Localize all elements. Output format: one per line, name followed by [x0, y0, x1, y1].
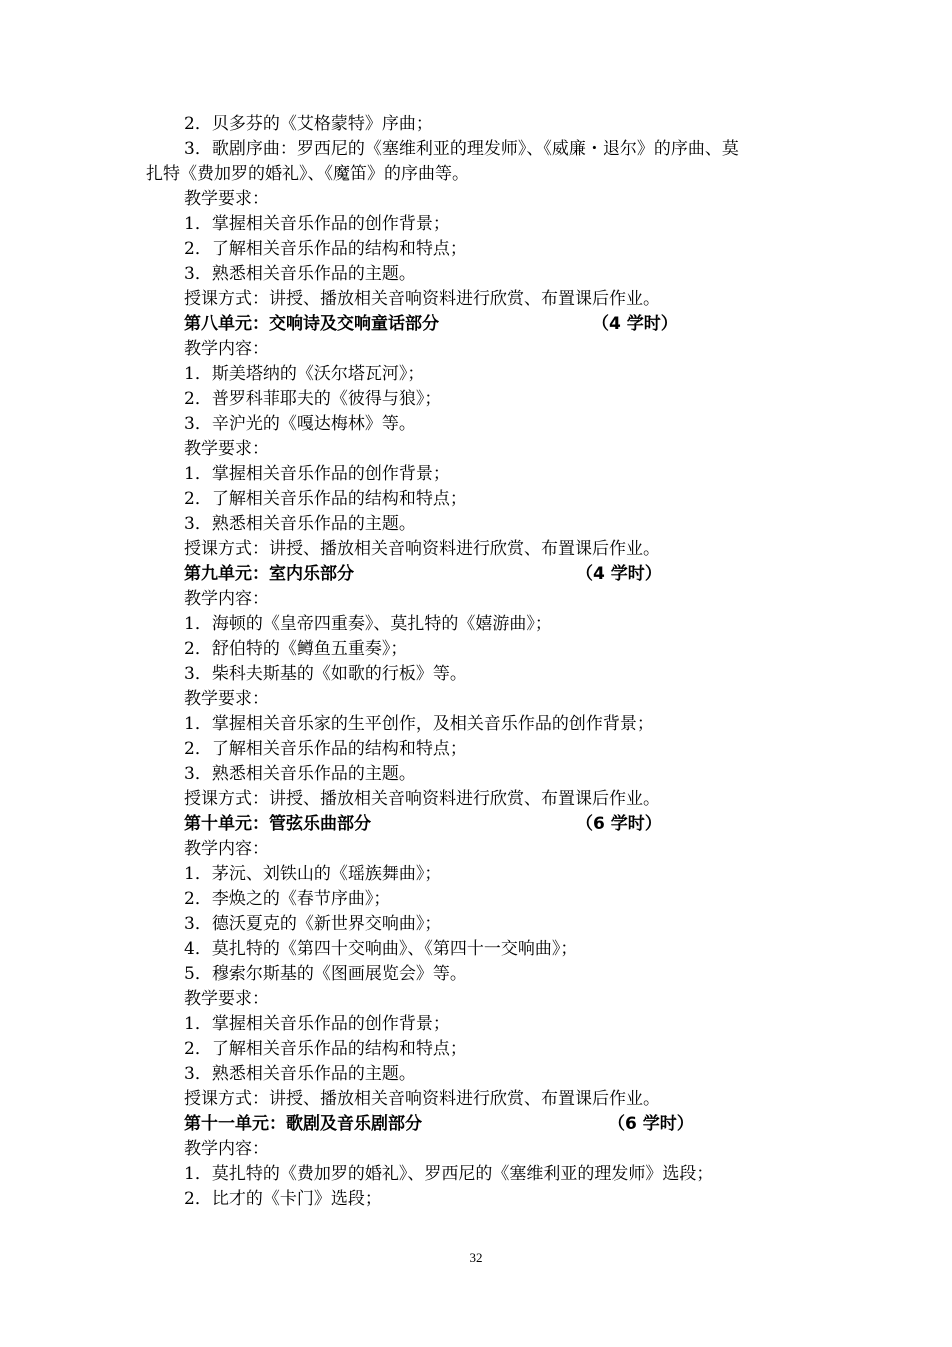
list-item: 1．海顿的《皇帝四重奏》、莫扎特的《嬉游曲》；: [184, 614, 552, 634]
teaching-method: 授课方式：讲授、播放相关音响资料进行欣赏、布置课后作业。: [184, 1089, 660, 1109]
unit-title: 第九单元：室内乐部分: [184, 564, 354, 584]
unit-hours: （4 学时）: [576, 564, 662, 584]
list-item: 4．莫扎特的《第四十交响曲》、《第四十一交响曲》；: [184, 939, 578, 959]
list-item: 3．熟悉相关音乐作品的主题。: [184, 264, 416, 284]
list-item: 3．德沃夏克的《新世界交响曲》；: [184, 914, 442, 934]
teaching-method: 授课方式：讲授、播放相关音响资料进行欣赏、布置课后作业。: [184, 289, 660, 309]
list-item: 2．了解相关音乐作品的结构和特点；: [184, 489, 467, 509]
list-item: 2．比才的《卡门》选段；: [184, 1189, 382, 1209]
section-label: 教学内容：: [184, 339, 269, 359]
unit-heading: [146, 812, 826, 837]
section-label: 教学内容：: [184, 839, 269, 859]
list-item: 3．熟悉相关音乐作品的主题。: [184, 1064, 416, 1084]
list-item: 2．李焕之的《春节序曲》；: [184, 889, 391, 909]
list-item: 2．贝多芬的《艾格蒙特》序曲；: [184, 114, 433, 134]
unit-title: 第十一单元：歌剧及音乐剧部分: [184, 1114, 422, 1134]
list-item: 1．掌握相关音乐家的生平创作，及相关音乐作品的创作背景；: [184, 714, 654, 734]
list-item: 2．普罗科菲耶夫的《彼得与狼》；: [184, 389, 442, 409]
list-item: 3．熟悉相关音乐作品的主题。: [184, 514, 416, 534]
teaching-method: 授课方式：讲授、播放相关音响资料进行欣赏、布置课后作业。: [184, 789, 660, 809]
list-item: 2．了解相关音乐作品的结构和特点；: [184, 239, 467, 259]
unit-heading: [146, 312, 826, 337]
list-item: 3．辛沪光的《嘎达梅林》等。: [184, 414, 416, 434]
list-item: 1．掌握相关音乐作品的创作背景；: [184, 214, 450, 234]
unit-hours: （6 学时）: [608, 1114, 694, 1134]
list-item: 2．了解相关音乐作品的结构和特点；: [184, 739, 467, 759]
section-label: 教学要求：: [184, 989, 269, 1009]
unit-heading: [146, 562, 826, 587]
section-label: 教学要求：: [184, 439, 269, 459]
teaching-method: 授课方式：讲授、播放相关音响资料进行欣赏、布置课后作业。: [184, 539, 660, 559]
list-item: 5．穆索尔斯基的《图画展览会》等。: [184, 964, 467, 984]
document-body: [146, 112, 826, 1212]
unit-hours: （4 学时）: [592, 314, 678, 334]
unit-hours: （6 学时）: [576, 814, 662, 834]
list-item: 1．掌握相关音乐作品的创作背景；: [184, 1014, 450, 1034]
list-item: 2．舒伯特的《鳟鱼五重奏》；: [184, 639, 408, 659]
list-item: 3．柴科夫斯基的《如歌的行板》等。: [184, 664, 467, 684]
list-item: 1．茅沅、刘铁山的《瑶族舞曲》；: [184, 864, 442, 884]
list-item: 2．了解相关音乐作品的结构和特点；: [184, 1039, 467, 1059]
list-item-continuation: 扎特《费加罗的婚礼》、《魔笛》的序曲等。: [146, 164, 469, 184]
page-number: 32: [469, 1250, 483, 1265]
section-label: 教学要求：: [184, 189, 269, 209]
section-label: 教学内容：: [184, 1139, 269, 1159]
unit-heading: [146, 1112, 826, 1137]
section-label: 教学要求：: [184, 689, 269, 709]
unit-title: 第十单元：管弦乐曲部分: [184, 814, 371, 834]
list-item: 3．歌剧序曲：罗西尼的《塞维利亚的理发师》、《威廉・退尔》的序曲、莫: [184, 139, 739, 159]
list-item: 3．熟悉相关音乐作品的主题。: [184, 764, 416, 784]
list-item: 1．莫扎特的《费加罗的婚礼》、罗西尼的《塞维利亚的理发师》选段；: [184, 1164, 714, 1184]
list-item: 1．斯美塔纳的《沃尔塔瓦河》；: [184, 364, 425, 384]
section-label: 教学内容：: [184, 589, 269, 609]
list-item: 1．掌握相关音乐作品的创作背景；: [184, 464, 450, 484]
unit-title: 第八单元：交响诗及交响童话部分: [184, 314, 439, 334]
